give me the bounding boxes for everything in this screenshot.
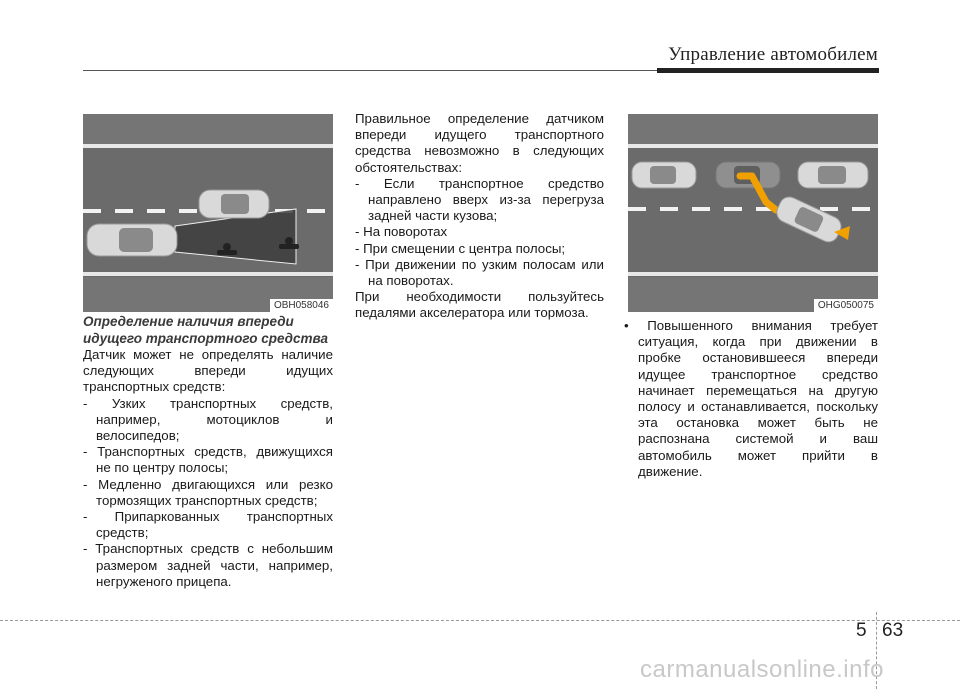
page-number: 63 <box>882 620 904 641</box>
paragraph-intro: Датчик может не определять наличие следующих впереди идущих транспортных средств: <box>83 347 333 395</box>
section-number: 5 <box>856 620 867 641</box>
figure-code: OBH058046 <box>270 299 333 312</box>
section-heading: Определение наличия впереди идущего транспортного средства <box>83 314 328 346</box>
list-item: - При движении по узким полосам или на поворотах. <box>355 256 604 289</box>
list-item: - При смещении с центра полосы; <box>355 240 566 256</box>
figure-vehicle-detection <box>83 114 333 312</box>
header-rule <box>83 70 657 71</box>
column-1 <box>83 314 333 590</box>
list-item: - Транспортных средств, движущихся не по центру полосы; <box>83 444 333 476</box>
column-2 <box>355 111 604 322</box>
paragraph-intro: Правильное определение датчиком впереди идущего транспортного средства невозможно в следующих обстоятельствах: <box>355 111 604 175</box>
footer-rule <box>0 620 960 621</box>
list-item: - Медленно двигающихся или резко тормозящих транспортных средств; <box>83 476 333 508</box>
car-queue-1-icon <box>632 162 696 188</box>
list-item: - Узких транспортных средств, например, мотоциклов и велосипедов; <box>83 395 333 444</box>
paragraph-outro: При необходимости пользуйтесь педалями акселератора или тормоза. <box>355 289 604 321</box>
column-3 <box>624 318 878 480</box>
list-item: - Транспортных средств с небольшим размером задней части, например, негруженого прицепа. <box>83 541 333 589</box>
header-rule-accent <box>657 68 879 73</box>
list-item: - Припаркованных транспортных средств; <box>83 509 333 541</box>
figure-code: OHG050075 <box>814 299 878 312</box>
car-own-icon <box>87 224 177 256</box>
car-queue-3-icon <box>798 162 868 188</box>
bullet-paragraph: • Повышенного внимания требует ситуация, когда при движении в пробке остановившееся впереди идущее транспортное средство начинает перемещаться на другую полосу и останавливается, поскольку эта остановка может быть не распознана системой и ваш автомобиль может прийти в движение. <box>624 318 878 479</box>
watermark: carmanualsonline.info <box>640 656 884 683</box>
list-item: - На поворотах <box>355 224 448 240</box>
figure-lane-change <box>628 114 878 312</box>
car-ahead-icon <box>199 190 269 218</box>
page-header-title: Управление автомобилем <box>668 44 878 65</box>
list-item: - Если транспортное средство направлено вверх из-за перегруза задней части кузова; <box>355 175 604 224</box>
